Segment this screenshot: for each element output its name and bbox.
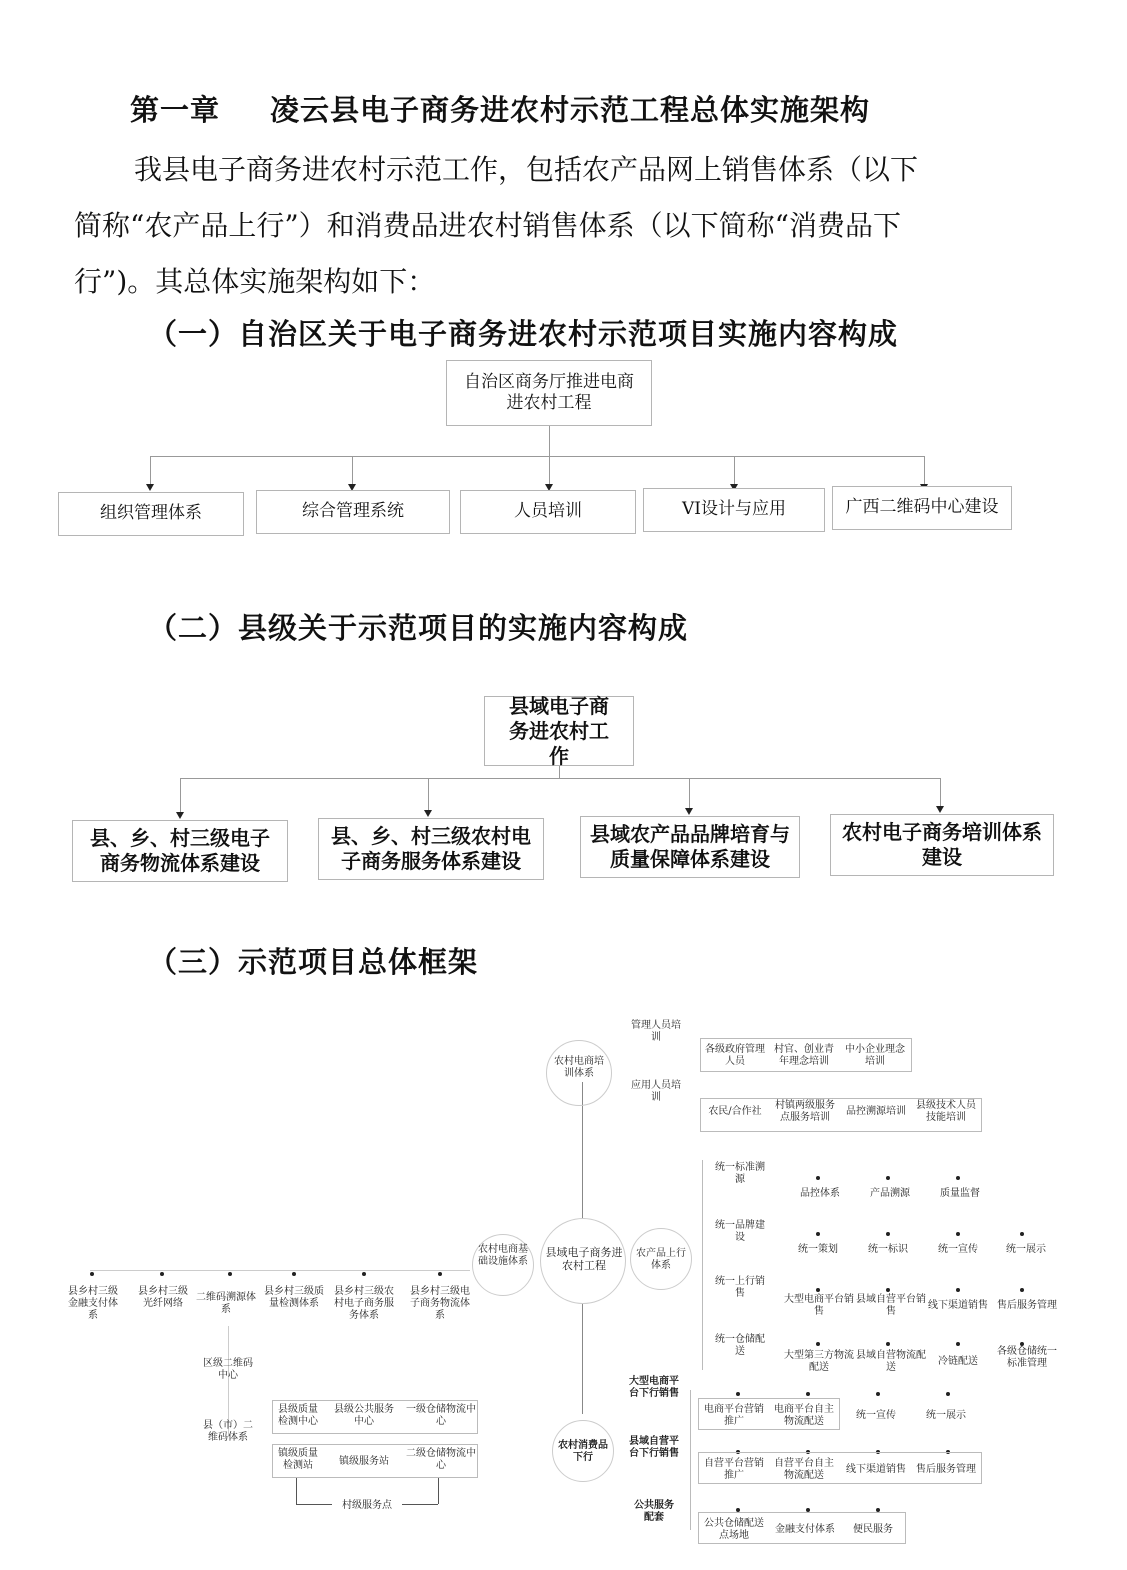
infra-grid-5: 镇级服务站 <box>339 1456 389 1467</box>
section2-child-label: 县、乡、村三级农村电子商务服务体系建设 <box>331 824 531 873</box>
training-row1-3: 中小企业理念培训 <box>845 1044 905 1067</box>
downstream-platform-3: 统一宣传 <box>856 1410 896 1421</box>
infra-grid-4: 镇级质量检测站 <box>278 1448 318 1471</box>
infra-col-5: 县乡村三级农村电子商务服务体系 <box>334 1286 394 1321</box>
downstream-self-1: 自营平台营销推广 <box>704 1458 764 1481</box>
downstream-self-3: 线下渠道销售 <box>846 1464 906 1475</box>
intro-line-1: 我县电子商务进农村示范工作，包括农产品网上销售体系（以下 <box>134 153 919 186</box>
downstream-label: 农村消费品下行 <box>558 1440 608 1463</box>
upstream-storage-1: 大型第三方物流配送 <box>784 1350 854 1373</box>
section1-child-label: 广西二维码中心建设 <box>845 497 999 518</box>
upstream-brand-3: 统一宣传 <box>938 1244 978 1255</box>
downstream-public-2: 金融支付体系 <box>775 1524 835 1535</box>
upstream-sales-1: 大型电商平台销售 <box>784 1294 854 1317</box>
training-label: 农村电商培训体系 <box>554 1056 604 1079</box>
training-mgr: 管理人员培训 <box>631 1020 681 1043</box>
intro-line-2: 简称“农产品上行”）和消费品进农村销售体系（以下简称“消费品下 <box>74 209 901 242</box>
infra-label: 农村电商基础设施体系 <box>478 1244 528 1267</box>
upstream-storage: 统一仓储配送 <box>715 1334 765 1357</box>
section2-root-label: 县域电子商务进农村工作 <box>509 693 609 768</box>
infra-qr2: 县（市）二维码体系 <box>203 1420 253 1443</box>
downstream-platform-1: 电商平台营销推广 <box>704 1404 764 1427</box>
training-app: 应用人员培训 <box>631 1080 681 1103</box>
downstream-platform: 大型电商平台下行销售 <box>629 1376 679 1399</box>
infra-col-2: 县乡村三级光纤网络 <box>138 1286 188 1309</box>
section1-child-label: 组织管理体系 <box>100 503 202 524</box>
upstream-brand-1: 统一策划 <box>798 1244 838 1255</box>
upstream-sales-2: 县域自营平台销售 <box>856 1294 926 1317</box>
infra-village: 村级服务点 <box>332 1500 402 1512</box>
downstream-self-4: 售后服务管理 <box>916 1464 976 1475</box>
infra-col-6: 县乡村三级电子商务物流体系 <box>410 1286 470 1321</box>
downstream-platform-2: 电商平台自主物流配送 <box>774 1404 834 1427</box>
section1-child-label: 人员培训 <box>514 501 582 522</box>
training-row2-2: 村镇两级服务点服务培训 <box>775 1100 835 1123</box>
upstream-storage-2: 县域自营物流配送 <box>856 1350 926 1373</box>
upstream-sales-4: 售后服务管理 <box>997 1300 1057 1311</box>
downstream-platform-4: 统一展示 <box>926 1410 966 1421</box>
downstream-public: 公共服务配套 <box>634 1500 674 1523</box>
section2-child-label: 农村电子商务培训体系建设 <box>842 820 1042 869</box>
training-row1-1: 各级政府管理人员 <box>705 1044 765 1067</box>
upstream-brand-4: 统一展示 <box>1006 1244 1046 1255</box>
chapter-number: 第一章 <box>130 93 221 127</box>
section3-title: （三）示范项目总体框架 <box>148 945 479 979</box>
training-row2-1: 农民/合作社 <box>708 1106 762 1117</box>
chapter-title: 凌云县电子商务进农村示范工程总体实施架构 <box>270 93 871 127</box>
infra-grid-2: 县级公共服务中心 <box>334 1404 394 1427</box>
upstream-brand: 统一品牌建设 <box>715 1220 765 1243</box>
section1-child-label: VI设计与应用 <box>682 499 786 520</box>
downstream-public-1: 公共仓储配送点场地 <box>704 1518 764 1541</box>
infra-col-3: 二维码溯源体系 <box>196 1292 256 1315</box>
upstream-label: 农产品上行体系 <box>636 1248 686 1271</box>
intro-line-3: 行”)。其总体实施架构如下： <box>74 265 436 298</box>
section2-title: （二）县级关于示范项目的实施内容构成 <box>148 611 689 645</box>
section1-title: （一）自治区关于电子商务进农村示范项目实施内容构成 <box>148 317 899 351</box>
upstream-std-3: 质量监督 <box>940 1188 980 1199</box>
upstream-std-2: 产品溯源 <box>870 1188 910 1199</box>
section1-child-label: 综合管理系统 <box>302 501 404 522</box>
training-row2-3: 品控溯源培训 <box>846 1106 906 1117</box>
infra-col-1: 县乡村三级金融支付体系 <box>68 1286 118 1321</box>
upstream-storage-3: 冷链配送 <box>938 1356 978 1367</box>
downstream-self: 县域自营平台下行销售 <box>629 1436 679 1459</box>
upstream-brand-2: 统一标识 <box>868 1244 908 1255</box>
section1-root-label: 自治区商务厅推进电商进农村工程 <box>464 371 634 413</box>
infra-grid-3: 一级仓储物流中心 <box>406 1404 476 1427</box>
infra-col-4: 县乡村三级质量检测体系 <box>264 1286 324 1309</box>
downstream-public-3: 便民服务 <box>853 1524 893 1535</box>
upstream-sales-3: 线下渠道销售 <box>928 1300 988 1311</box>
downstream-self-2: 自营平台自主物流配送 <box>774 1458 834 1481</box>
upstream-sales: 统一上行销售 <box>715 1276 765 1299</box>
infra-grid-1: 县级质量检测中心 <box>278 1404 318 1427</box>
upstream-std-1: 品控体系 <box>800 1188 840 1199</box>
section2-child-label: 县域农产品品牌培育与质量保障体系建设 <box>590 822 790 871</box>
section2-child-label: 县、乡、村三级电子商务物流体系建设 <box>90 826 270 875</box>
training-row1-2: 村官、创业青年理念培训 <box>774 1044 834 1067</box>
framework-center: 县域电子商务进农村工程 <box>545 1246 623 1273</box>
upstream-storage-4: 各级仓储统一标准管理 <box>997 1346 1057 1369</box>
infra-grid-6: 二级仓储物流中心 <box>406 1448 476 1471</box>
upstream-std: 统一标准溯源 <box>715 1162 765 1185</box>
infra-qr1: 区级二维码中心 <box>203 1358 253 1381</box>
training-row2-4: 县级技术人员技能培训 <box>916 1100 976 1123</box>
